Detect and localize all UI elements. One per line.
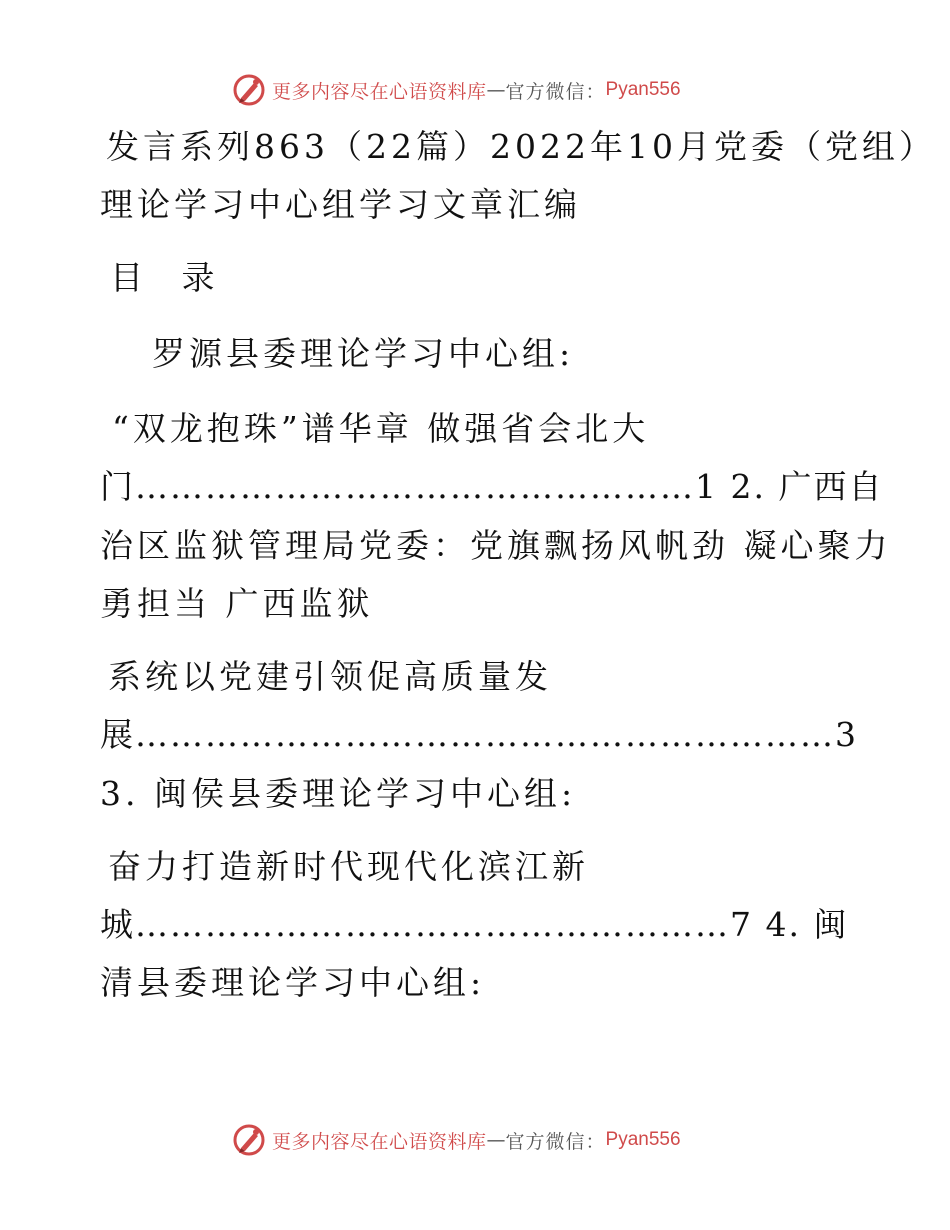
document-title-line-2: 理论学习中心组学习文章汇编 <box>100 185 581 224</box>
toc-line: 系统以党建引领促高质量发 <box>108 657 552 696</box>
watermark-wechat-id: Pyan556 <box>605 1129 681 1150</box>
watermark-official-label: 官方微信： <box>505 1130 606 1153</box>
watermark-separator: — <box>486 79 506 101</box>
watermark-separator: — <box>486 1129 506 1151</box>
toc-line: 治区监狱管理局党委：党旗飘扬风帆劲 凝心聚力 <box>100 526 892 565</box>
pen-logo-icon <box>232 1123 266 1157</box>
watermark-text: 更多内容尽在心语资料库 <box>272 80 487 103</box>
toc-line: 展……………………………………………………3 <box>100 715 858 754</box>
toc-heading: 目 录 <box>110 258 229 297</box>
toc-line: 勇担当 广西监狱 <box>100 584 374 623</box>
watermark-bottom <box>232 1122 681 1158</box>
toc-line: 罗源县委理论学习中心组: <box>152 334 575 373</box>
watermark-official-label: 官方微信： <box>505 80 606 103</box>
document-title-line-1: 发言系列863（22篇）2022年10月党委（党组） <box>106 127 936 166</box>
watermark-wechat-id: Pyan556 <box>605 79 681 100</box>
toc-line: 奋力打造新时代现代化滨江新 <box>108 847 589 886</box>
watermark-top <box>232 72 681 108</box>
toc-line: 门…………………………………………1 2. 广西自 <box>100 467 884 506</box>
watermark-text: 更多内容尽在心语资料库 <box>272 1130 487 1153</box>
toc-line: 清县委理论学习中心组: <box>100 963 486 1002</box>
toc-line: “双龙抱珠”谱华章 做强省会北大 <box>112 409 650 448</box>
toc-line: 城……………………………………………7 4. 闽 <box>100 905 849 944</box>
toc-line: 3. 闽侯县委理论学习中心组: <box>100 774 577 813</box>
pen-logo-icon <box>232 73 266 107</box>
